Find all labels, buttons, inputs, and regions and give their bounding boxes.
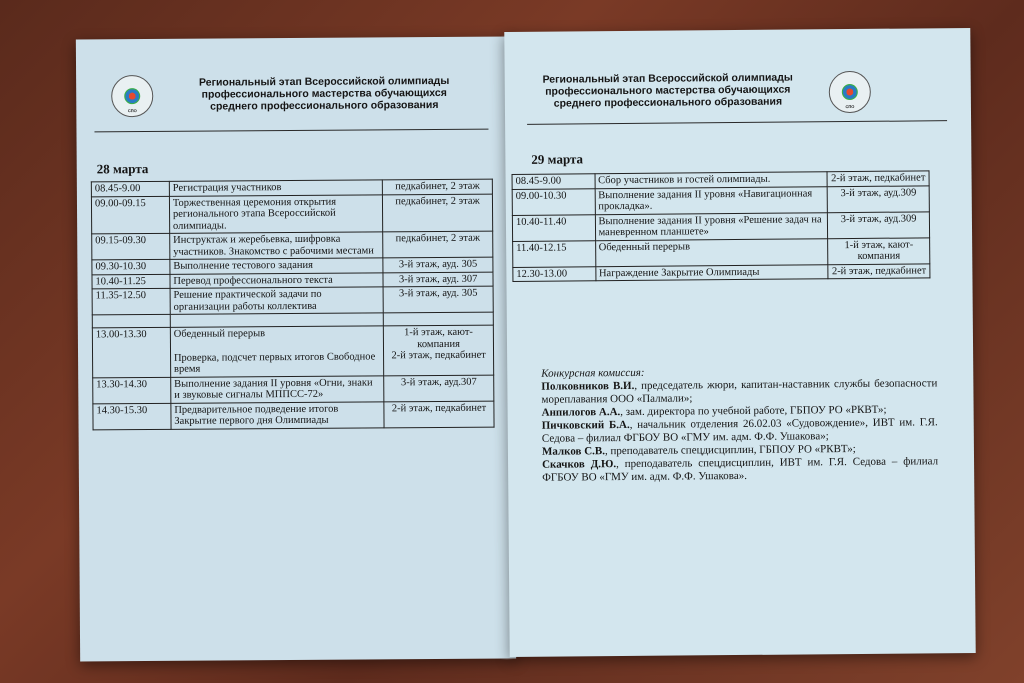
member-role: , зам. директора по учебной работе, ГБПОУ РО «РКВТ»;	[620, 403, 887, 419]
schedule-time: 14.30-15.30	[93, 403, 171, 430]
schedule-time: 10.40-11.40	[512, 214, 595, 241]
place-text	[387, 314, 490, 315]
member-role: , преподаватель спецдисциплин, ИВТ им. Г.Я. Седова – филиал ФГБОУ ВО «ГМУ им. адм. Ф.Ф. Ушакова».	[542, 455, 939, 484]
place-text: педкабинет, 2 этаж	[395, 180, 480, 193]
schedule-event	[170, 326, 384, 377]
member-role: , начальник отделения 26.02.03 «Судовождение», ИВТ им. Г.Я. Седова – филиал ФГБОУ ВО «ГМУ им. адм. Ф.Ф. Ушакова»;	[541, 416, 938, 445]
schedule-event	[170, 258, 383, 274]
event-text: Торжественная церемония открытия регионального этапа Всероссийской олимпиады.	[172, 196, 337, 232]
schedule-place	[384, 312, 494, 326]
schedule-row	[93, 375, 494, 404]
schedule-event	[169, 194, 383, 233]
schedule-row	[92, 231, 493, 260]
event-text: Награждение Закрытие Олимпиады	[598, 266, 760, 279]
event-text: Решение практической задачи по организации работы коллектива	[173, 288, 322, 313]
event-text: Предварительное подведение итогов Закрытие первого дня Олимпиады	[174, 403, 339, 427]
schedule-place	[383, 272, 493, 287]
day1-schedule-table	[91, 179, 495, 430]
event-text	[174, 314, 380, 315]
member-name: Анпилогов А.А.	[541, 406, 621, 419]
logo-emblem-icon	[124, 88, 140, 104]
event-text: Выполнение задания II уровня «Решение задач на маневренном планшете»	[598, 213, 822, 239]
olympiad-logo-right	[829, 71, 871, 113]
place-text: педкабинет, 2 этаж	[395, 195, 480, 207]
schedule-event	[595, 238, 828, 266]
commission-member	[541, 377, 937, 406]
schedule-event	[595, 186, 828, 214]
place-text: педкабинет, 2 этаж	[395, 232, 481, 245]
schedule-event	[171, 401, 385, 428]
place-text: 1-й этаж, кают-компания	[404, 326, 473, 350]
schedule-place	[828, 263, 930, 278]
logo-emblem-icon	[842, 84, 858, 100]
member-role: , преподаватель спецдисциплин, ГБПОУ РО «РКВТ»;	[604, 442, 856, 458]
place-text: 3-й этаж, ауд.309	[840, 186, 917, 199]
commission-member	[542, 455, 938, 484]
schedule-place	[384, 375, 494, 402]
schedule-time: 09.00-10.30	[512, 188, 595, 215]
schedule-time: 12.30-13.00	[513, 266, 596, 281]
schedule-event	[169, 180, 382, 196]
day2-schedule-table	[512, 170, 931, 282]
header-line-3: среднего профессионального образования	[553, 95, 783, 110]
commission-member	[542, 416, 938, 445]
place-text: 2-й этаж, педкабинет	[391, 402, 487, 414]
event-text: Инструктаж и жеребьевка, шифровка участников. Знакомство с рабочими местами	[173, 233, 374, 258]
schedule-row	[92, 286, 493, 315]
schedule-time: 13.30-14.30	[93, 377, 171, 404]
commission-block	[541, 364, 938, 484]
schedule-time: 09.30-10.30	[92, 259, 170, 274]
schedule-place	[828, 185, 930, 212]
schedule-event	[595, 212, 828, 240]
schedule-place	[828, 237, 930, 264]
header-line-3: среднего профессионального образования	[210, 98, 439, 113]
schedule-row	[91, 194, 492, 234]
schedule-time: 08.45-9.00	[512, 174, 595, 189]
schedule-place	[384, 401, 494, 428]
olympiad-header	[194, 75, 454, 113]
place-text-secondary: 2-й этаж, педкабинет	[391, 349, 486, 362]
schedule-time: 13.00-13.30	[92, 327, 170, 377]
event-text-secondary: Проверка, подсчет первых итогов Свободное время	[173, 350, 376, 375]
event-text: Обеденный перерыв	[173, 328, 266, 340]
member-name: Скачков Д.Ю.	[542, 458, 617, 471]
schedule-time: 11.40-12.15	[513, 240, 596, 267]
schedule-place	[827, 171, 929, 186]
member-name: Малков С.В.	[541, 445, 606, 458]
schedule-row	[513, 263, 930, 281]
schedule-event	[170, 272, 383, 288]
event-text: Выполнение задания II уровня «Огни, знаки и звуковые сигналы МППСС-72»	[174, 376, 373, 401]
place-text: 3-й этаж, ауд.309	[840, 212, 917, 225]
left-page	[76, 36, 516, 661]
place-text: 2-й этаж, педкабинет	[831, 264, 927, 277]
event-text: Перевод профессионального текста	[173, 274, 333, 287]
schedule-row	[512, 211, 929, 241]
member-name: Пичковский Б.А.	[541, 418, 630, 432]
schedule-time: 09.15-09.30	[92, 233, 170, 260]
event-text: Сбор участников и гостей олимпиады.	[598, 173, 771, 187]
schedule-row	[93, 401, 494, 430]
event-text: Выполнение тестового задания	[173, 259, 313, 272]
schedule-place	[383, 194, 493, 232]
schedule-event	[171, 375, 385, 402]
place-text: 1-й этаж, кают-компания	[844, 238, 914, 262]
member-name: Полковников В.И.	[541, 379, 635, 393]
header-divider	[94, 129, 488, 133]
header-line-2: профессионального мастерства обучающихся	[201, 86, 447, 101]
event-text: Регистрация участников	[172, 182, 282, 194]
schedule-place	[383, 179, 493, 194]
logo-caption: СПО	[127, 108, 137, 114]
schedule-row	[513, 237, 930, 267]
place-text: 3-й этаж, ауд. 307	[398, 273, 478, 285]
right-page	[504, 28, 975, 657]
header-line-1: Региональный этап Всероссийской олимпиады	[198, 74, 450, 89]
schedule-event	[170, 232, 384, 259]
place-text: 3-й этаж, ауд. 305	[398, 287, 478, 300]
place-text: 3-й этаж, ауд. 305	[398, 258, 478, 271]
place-text: 2-й этаж, педкабинет	[831, 172, 926, 185]
olympiad-logo	[111, 75, 153, 117]
olympiad-header-right	[533, 71, 803, 109]
event-text: Обеденный перерыв	[598, 240, 691, 253]
schedule-row	[92, 325, 493, 377]
place-text: 3-й этаж, ауд.307	[400, 376, 477, 388]
day2-date: 29 марта	[531, 151, 584, 167]
day1-date: 28 марта	[96, 161, 149, 177]
member-role: , председатель жюри, капитан-наставник службы безопасности мореплавания ООО «Палмали»;	[541, 377, 938, 406]
schedule-time: 08.45-9.00	[91, 181, 169, 196]
logo-caption: СПО	[845, 103, 855, 110]
schedule-time: 11.35-12.50	[92, 288, 170, 315]
header-line-1: Региональный этап Всероссийской олимпиады	[542, 71, 793, 86]
schedule-place	[383, 257, 493, 272]
event-text: Выполнение задания II уровня «Навигационная прокладка».	[598, 187, 813, 213]
schedule-time: 10.40-11.25	[92, 274, 170, 289]
commission-title: Конкурсная комиссия:	[541, 366, 645, 380]
schedule-row	[512, 185, 929, 215]
schedule-time	[92, 314, 170, 328]
schedule-place	[384, 325, 494, 375]
schedule-place	[383, 231, 493, 258]
schedule-place	[828, 211, 930, 238]
header-line-2: профессионального мастерства обучающихся	[545, 83, 791, 98]
header-divider-right	[527, 120, 947, 125]
schedule-time: 09.00-09.15	[91, 196, 169, 234]
schedule-event	[170, 287, 384, 314]
schedule-place	[383, 286, 493, 313]
schedule-event	[595, 264, 828, 281]
